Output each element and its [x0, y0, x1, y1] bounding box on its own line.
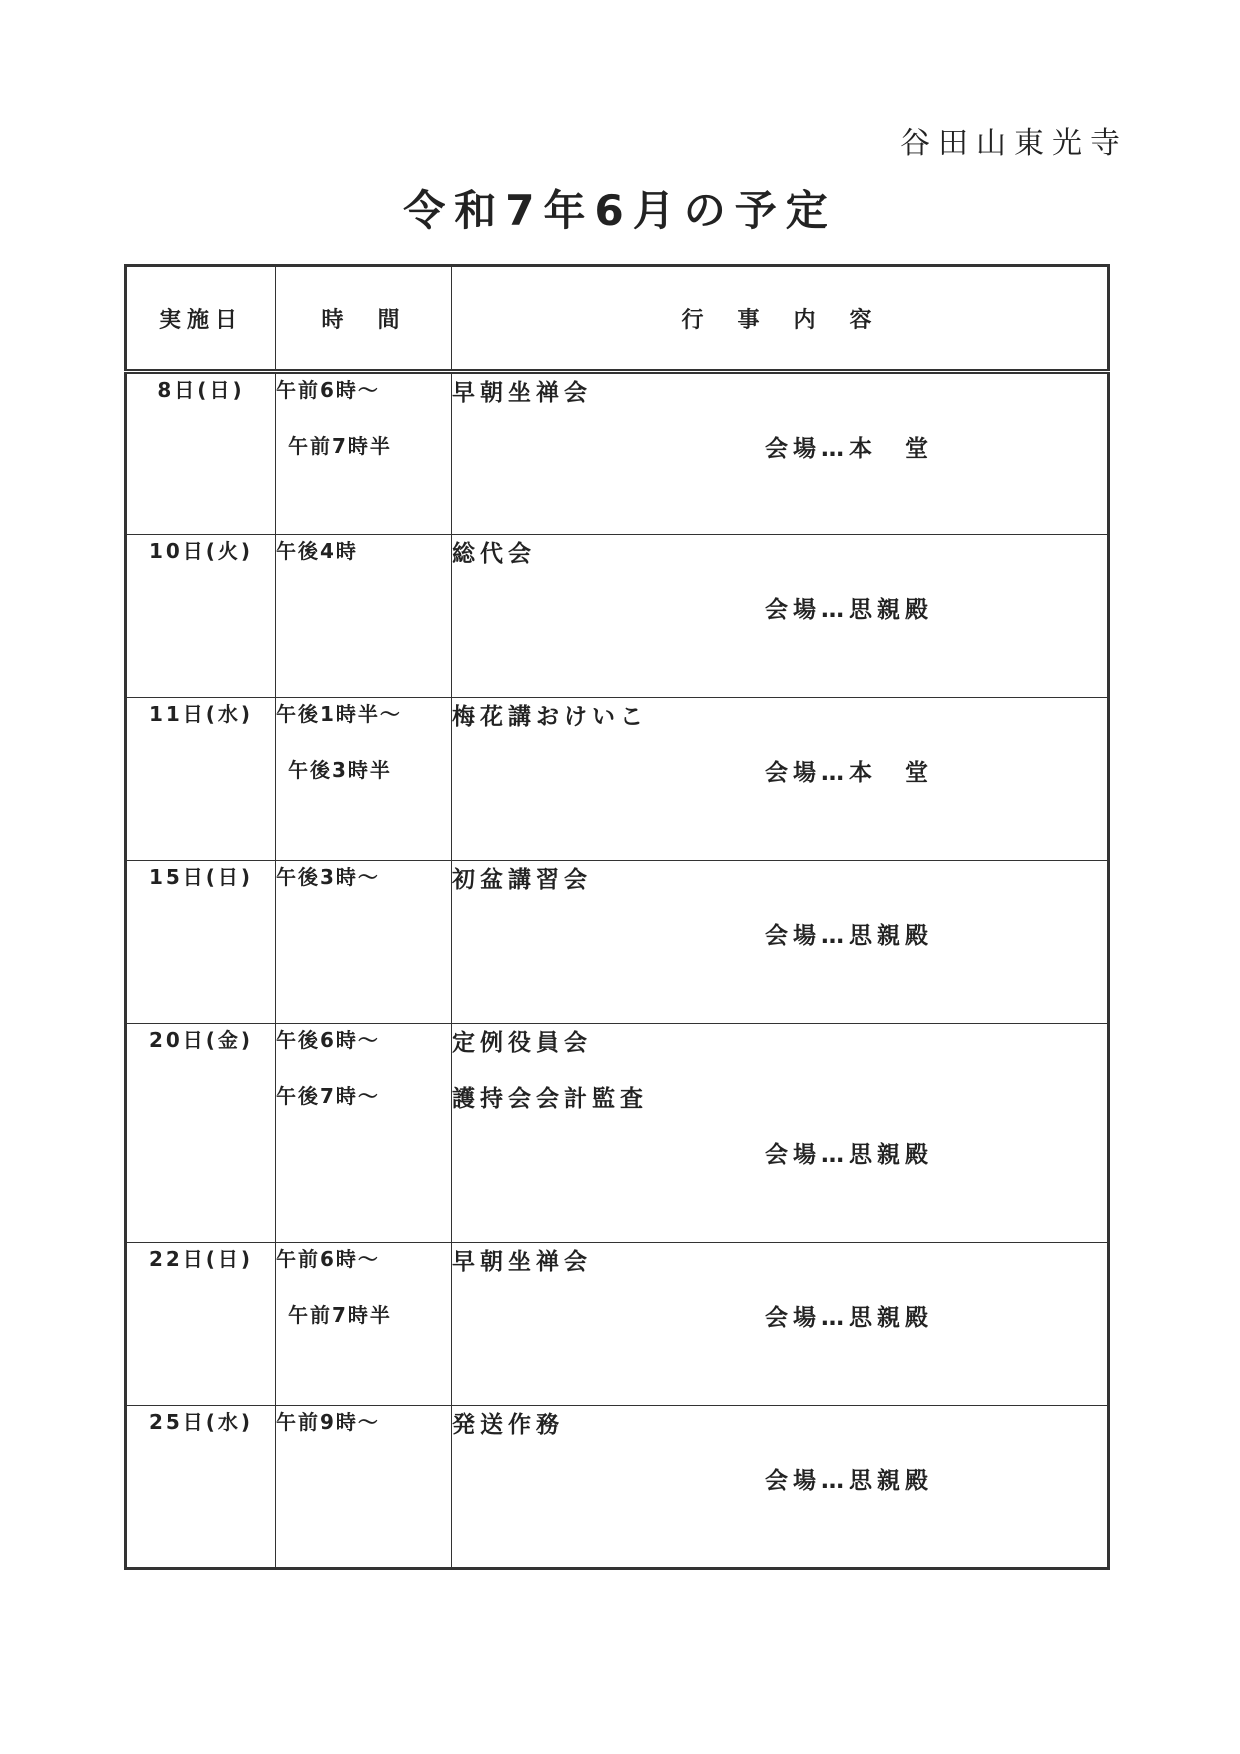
- event-date: 22日(日): [126, 1243, 276, 1406]
- event-time: 午後4時: [276, 539, 358, 563]
- event-time: 午後1時半～: [276, 702, 402, 726]
- event-time: 午後6時～: [276, 1028, 380, 1052]
- table-row: [126, 861, 1109, 1024]
- event-date: 11日(水): [126, 698, 276, 861]
- header-date: 実施日: [126, 266, 276, 372]
- table-header-row: [126, 266, 1109, 372]
- event-time-cell: [276, 372, 452, 535]
- event-time: 午前7時半: [288, 1303, 392, 1327]
- event-venue: 会場…思親殿: [765, 923, 933, 949]
- header-event: 行 事 内 容: [452, 266, 1109, 372]
- event-venue: 会場…思親殿: [765, 1305, 933, 1331]
- event-name: 定例役員会: [452, 1030, 592, 1056]
- table-row: [126, 372, 1109, 535]
- event-date: 20日(金): [126, 1024, 276, 1243]
- event-time: 午後7時～: [276, 1084, 380, 1108]
- event-time-cell: [276, 1243, 452, 1406]
- event-date: 25日(水): [126, 1406, 276, 1569]
- event-detail-cell: [452, 1243, 1109, 1406]
- event-date: 8日(日): [126, 372, 276, 535]
- event-venue: 会場…思親殿: [765, 1468, 933, 1494]
- table-row: [126, 1024, 1109, 1243]
- event-date: 10日(火): [126, 535, 276, 698]
- event-time: 午前7時半: [288, 434, 392, 458]
- event-name: 初盆講習会: [452, 867, 592, 893]
- event-time-cell: [276, 1406, 452, 1569]
- event-time: 午後3時～: [276, 865, 380, 889]
- page-title: 令和7年6月の予定: [403, 186, 837, 235]
- event-time-cell: [276, 535, 452, 698]
- event-detail-cell: [452, 1406, 1109, 1569]
- table-row: [126, 1243, 1109, 1406]
- event-time-cell: [276, 1024, 452, 1243]
- event-venue: 会場…本 堂: [765, 436, 933, 462]
- event-time: 午前6時～: [276, 1247, 380, 1271]
- schedule-table: [124, 264, 1110, 1570]
- temple-name: 谷田山東光寺: [900, 126, 1128, 161]
- event-detail-cell: [452, 861, 1109, 1024]
- header-time: 時 間: [276, 266, 452, 372]
- table-row: [126, 1406, 1109, 1569]
- event-name: 発送作務: [452, 1412, 564, 1438]
- event-name: 総代会: [452, 541, 536, 567]
- event-venue: 会場…思親殿: [765, 1142, 933, 1168]
- event-name: 梅花講おけいこ: [452, 704, 648, 730]
- event-name: 早朝坐禅会: [452, 380, 592, 406]
- event-time-cell: [276, 698, 452, 861]
- event-time: 午後3時半: [288, 758, 392, 782]
- event-time: 午前6時～: [276, 378, 380, 402]
- schedule-rows: [126, 372, 1109, 1569]
- table-row: [126, 698, 1109, 861]
- event-name: 護持会会計監査: [452, 1086, 648, 1112]
- event-detail-cell: [452, 698, 1109, 861]
- event-time-cell: [276, 861, 452, 1024]
- event-detail-cell: [452, 535, 1109, 698]
- event-time: 午前9時～: [276, 1410, 380, 1434]
- event-detail-cell: [452, 1024, 1109, 1243]
- event-date: 15日(日): [126, 861, 276, 1024]
- event-detail-cell: [452, 372, 1109, 535]
- event-venue: 会場…思親殿: [765, 597, 933, 623]
- event-venue: 会場…本 堂: [765, 760, 933, 786]
- table-row: [126, 535, 1109, 698]
- event-name: 早朝坐禅会: [452, 1249, 592, 1275]
